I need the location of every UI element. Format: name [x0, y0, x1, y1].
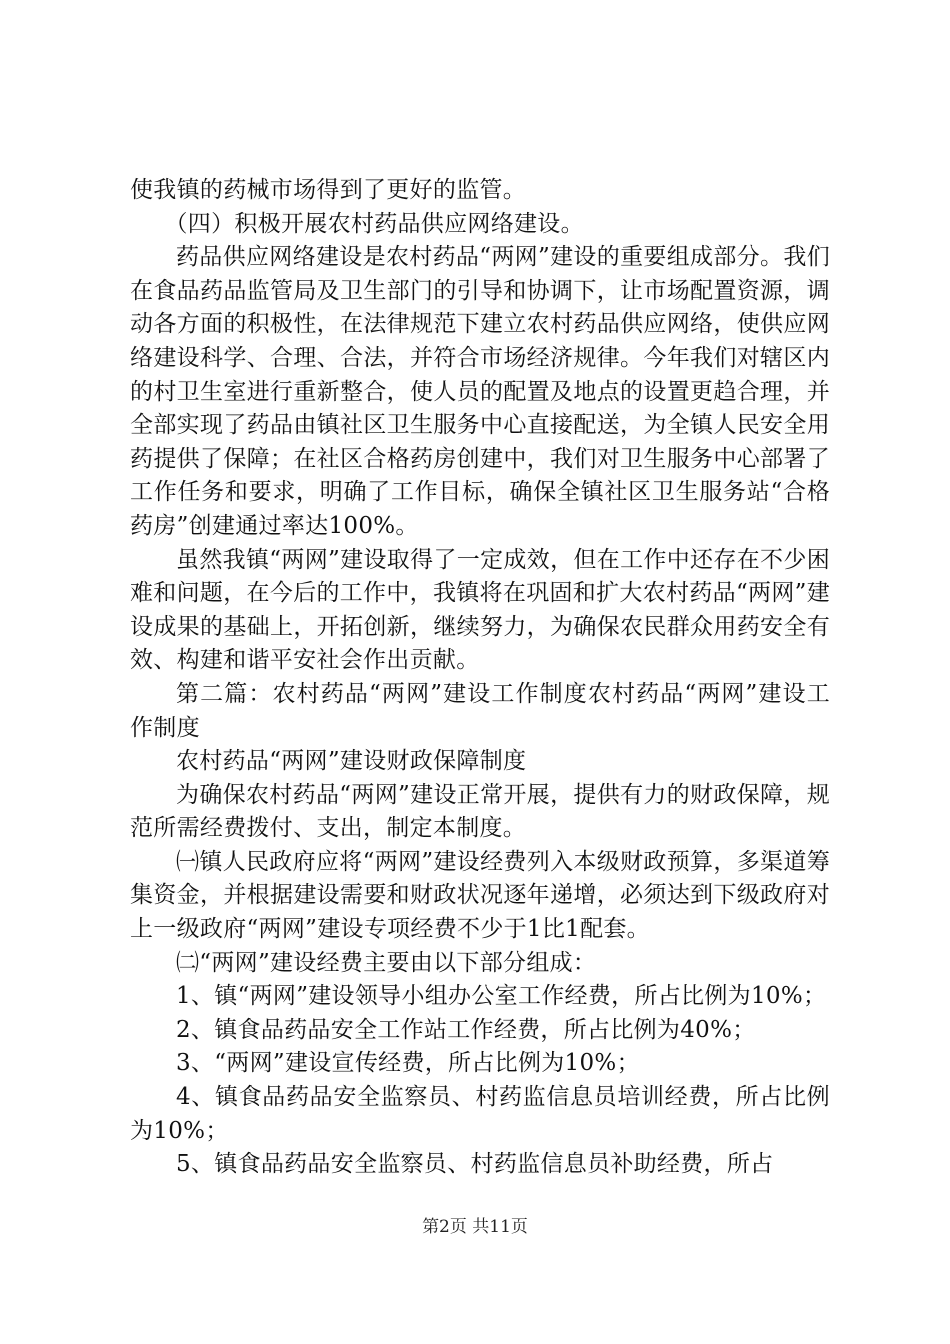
paragraph: 为确保农村药品“两网”建设正常开展，提供有力的财政保障，规范所需经费拨付、支出，制定本制度。 [130, 781, 830, 842]
list-item: 1、镇“两网”建设领导小组办公室工作经费，所占比例为10%； [176, 983, 827, 1010]
paragraph: 使我镇的药械市场得到了更好的监管。 [130, 177, 527, 203]
list-item: 5、镇食品药品安全监察员、村药监信息员补助经费，所占 [176, 1151, 774, 1178]
list-item: 2、镇食品药品安全工作站工作经费，所占比例为40%； [176, 1016, 756, 1043]
chapter-heading: 第二篇：农村药品“两网”建设工作制度农村药品“两网”建设工作制度 [130, 680, 830, 741]
paragraph: ㈠镇人民政府应将“两网”建设经费列入本级财政预算，多渠道筹集资金，并根据建设需要和财政状况逐年递增，必须达到下级政府对上一级政府“两网”建设专项经费不少于1比1配套。 [130, 848, 830, 943]
page-number: 第2页 共11页 [422, 1217, 528, 1237]
list-item: 4、镇食品药品安全监察员、村药监信息员培训经费，所占比例为10%； [130, 1084, 830, 1144]
subheading: 农村药品“两网”建设财政保障制度 [176, 748, 527, 775]
paragraph: 药品供应网络建设是农村药品“两网”建设的重要组成部分。我们在食品药品监管局及卫生部门的引导和协调下，让市场配置资源，调动各方面的积极性，在法律规范下建立农村药品供应网络，使供应网络建设科学、合理、合法，并符合市场经济规律。今年我们对辖区内的村卫生室进行重新整合，使人员的配置及地点的设置更趋合理，并全部实现了药品由镇社区卫生服务中心直接配送，为全镇人民安全用药提供了保障；在社区合格药房创建中，我们对卫生服务中心部署了工作任务和要求，明确了工作目标，确保全镇社区卫生服务站“合格药房”创建通过率达100%。 [130, 244, 830, 539]
document-body [130, 174, 830, 1182]
paragraph: ㈡“两网”建设经费主要由以下部分组成： [176, 949, 597, 976]
paragraph: 虽然我镇“两网”建设取得了一定成效，但在工作中还存在不少困难和问题，在今后的工作中，我镇将在巩固和扩大农村药品“两网”建设成果的基础上，开拓创新，继续努力，为确保农民群众用药安全有效、构建和谐平安社会作出贡献。 [130, 546, 830, 674]
section-heading: （四）积极开展农村药品供应网络建设。 [164, 210, 584, 237]
list-item: 3、“两网”建设宣传经费，所占比例为10%； [176, 1050, 640, 1077]
